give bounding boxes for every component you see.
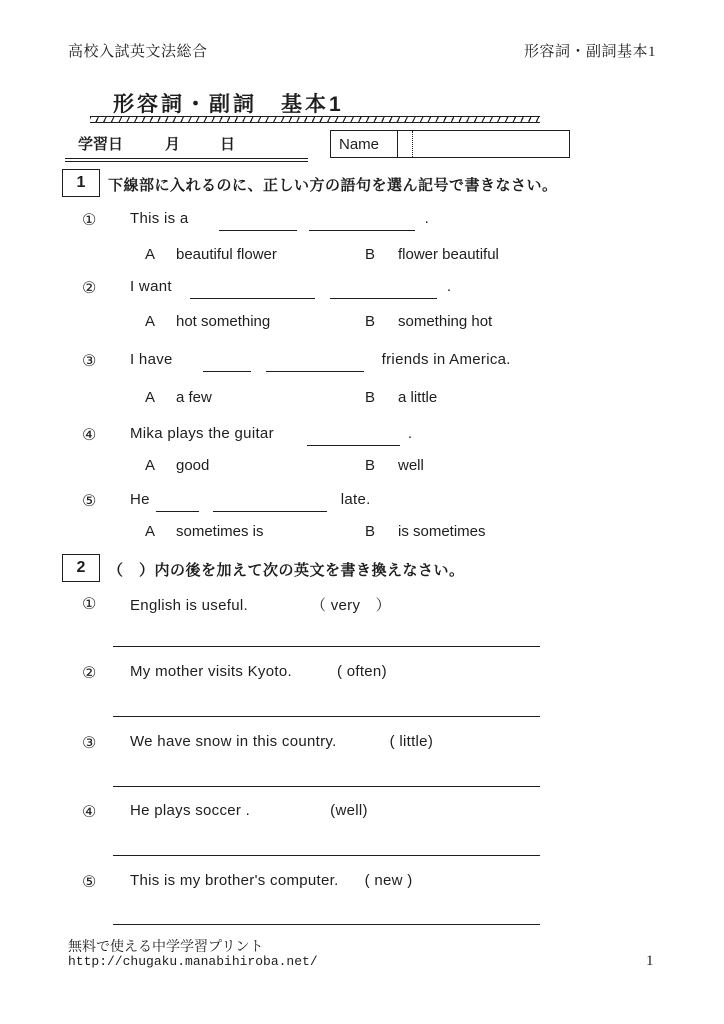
s1-item5-blank2[interactable]: [213, 509, 327, 512]
s1-item1-blank2[interactable]: [309, 228, 415, 231]
s1-item4-sentence: [130, 425, 412, 442]
s1-item2-optA-label: A: [145, 313, 156, 330]
s1-item3-optA-text: a few: [176, 389, 212, 406]
s1-item5-end: late.: [340, 491, 371, 508]
s1-item2-number: ②: [82, 280, 97, 297]
s1-item3-optB-label: B: [365, 389, 376, 406]
study-date-day-label: 日: [220, 136, 236, 153]
s1-item4-text: Mika plays the guitar: [130, 425, 274, 442]
s1-item1-number: ①: [82, 212, 97, 229]
s2-item3-hint: ( little): [389, 733, 434, 750]
s1-item4-blank1[interactable]: [307, 443, 400, 446]
s2-item4-text: He plays soccer .: [130, 802, 251, 819]
s2-item2-sentence: [130, 663, 387, 680]
s2-item4-sentence: [130, 802, 368, 819]
s2-item5-number: ⑤: [82, 874, 97, 891]
page-number: 1: [646, 953, 654, 969]
s2-item2-hint: ( often): [336, 663, 387, 680]
s1-item2-optB-text: something hot: [398, 313, 493, 330]
section2-number-box: [62, 554, 100, 582]
name-box: [330, 130, 570, 158]
s1-item2-end: .: [446, 278, 452, 295]
footer-site-name: 無料で使える中学学習プリント: [68, 940, 264, 955]
s2-item4-number: ④: [82, 804, 97, 821]
s1-item1-text: This is a: [130, 210, 189, 227]
s1-item5-optA-label: A: [145, 523, 156, 540]
s1-item1-sentence: [130, 210, 429, 227]
s1-item3-sentence: [130, 351, 511, 368]
section1-instruction: 下線部に入れるのに、正しい方の語句を選ん記号で書きなさい。: [108, 177, 558, 194]
s2-item5-sentence: [130, 872, 413, 889]
s2-item2-text: My mother visits Kyoto.: [130, 663, 292, 680]
footer-site-url: http://chugaku.manabihiroba.net/: [68, 954, 318, 969]
s2-item1-text: English is useful.: [130, 597, 248, 614]
name-input-area[interactable]: [413, 131, 569, 157]
s2-item1-hint: （ very ）: [310, 597, 391, 614]
s1-item4-end: .: [407, 425, 413, 442]
s2-item1-number: ①: [82, 596, 97, 613]
s1-item1-blank1[interactable]: [219, 228, 297, 231]
s1-item5-blank1[interactable]: [156, 509, 199, 512]
s1-item3-options: [145, 389, 437, 406]
s2-item4-answer-line[interactable]: [113, 855, 540, 856]
s1-item1-end: .: [424, 210, 430, 227]
s2-item2-number: ②: [82, 665, 97, 682]
s1-item3-optB-text: a little: [398, 389, 438, 406]
s1-item3-number: ③: [82, 353, 97, 370]
s1-item1-optB-label: B: [365, 246, 376, 263]
s2-item3-sentence: [130, 733, 433, 750]
s1-item2-sentence: [130, 278, 451, 295]
s1-item5-optB-label: B: [365, 523, 376, 540]
s1-item1-options: [145, 246, 499, 263]
s2-item5-text: This is my brother's computer.: [130, 872, 339, 889]
s1-item1-optA-label: A: [145, 246, 156, 263]
s1-item3-blank1[interactable]: [203, 369, 251, 372]
s1-item3-blank2[interactable]: [266, 369, 364, 372]
s2-item3-text: We have snow in this country.: [130, 733, 337, 750]
title-underline-rule: [90, 116, 540, 123]
s1-item3-optA-label: A: [145, 389, 156, 406]
header-course-title: 高校入試英文法総合: [68, 44, 208, 60]
s1-item4-options: [145, 457, 424, 474]
s2-item1-sentence: [130, 594, 391, 615]
s2-item4-hint: (well): [330, 802, 368, 819]
s1-item2-options: [145, 313, 492, 330]
section1-number: 1: [76, 174, 86, 191]
s1-item1-optB-text: flower beautiful: [398, 246, 499, 263]
study-date-row: [65, 133, 308, 162]
s1-item2-text: I want: [130, 278, 172, 295]
s1-item2-blank1[interactable]: [190, 296, 315, 299]
s1-item5-sentence: [130, 491, 371, 508]
s1-item2-optA-text: hot something: [176, 313, 271, 330]
s2-item2-answer-line[interactable]: [113, 716, 540, 717]
s1-item5-options: [145, 523, 486, 540]
s1-item4-optB-text: well: [398, 457, 424, 474]
s1-item1-optA-text: beautiful flower: [176, 246, 277, 263]
s1-item2-optB-label: B: [365, 313, 376, 330]
section2-number: 2: [76, 559, 86, 576]
s1-item3-text: I have: [130, 351, 173, 368]
section1-number-box: [62, 169, 100, 197]
s1-item5-optA-text: sometimes is: [176, 523, 264, 540]
s1-item4-optA-text: good: [176, 457, 210, 474]
s1-item4-number: ④: [82, 427, 97, 444]
study-date-label: 学習日: [78, 136, 124, 153]
s1-item2-blank2[interactable]: [330, 296, 437, 299]
s1-item4-optB-label: B: [365, 457, 376, 474]
header-sheet-title: 形容詞・副詞基本1: [523, 44, 656, 60]
s1-item5-text: He: [130, 491, 150, 508]
s1-item4-optA-label: A: [145, 457, 156, 474]
page-title: 形容詞・副詞 基本1: [113, 93, 344, 116]
s2-item5-hint: ( new ): [364, 872, 413, 889]
name-furigana-divider: [398, 131, 413, 157]
s2-item5-answer-line[interactable]: [113, 924, 540, 925]
section2-instruction: （ ）内の後を加えて次の英文を書き換えなさい。: [108, 562, 465, 579]
s1-item5-optB-text: is sometimes: [398, 523, 486, 540]
s1-item5-number: ⑤: [82, 493, 97, 510]
s1-item3-end: friends in America.: [381, 351, 511, 368]
s2-item3-number: ③: [82, 735, 97, 752]
s2-item1-answer-line[interactable]: [113, 646, 540, 647]
name-label: Name: [331, 131, 398, 157]
s2-item3-answer-line[interactable]: [113, 786, 540, 787]
study-date-month-label: 月: [165, 136, 181, 153]
